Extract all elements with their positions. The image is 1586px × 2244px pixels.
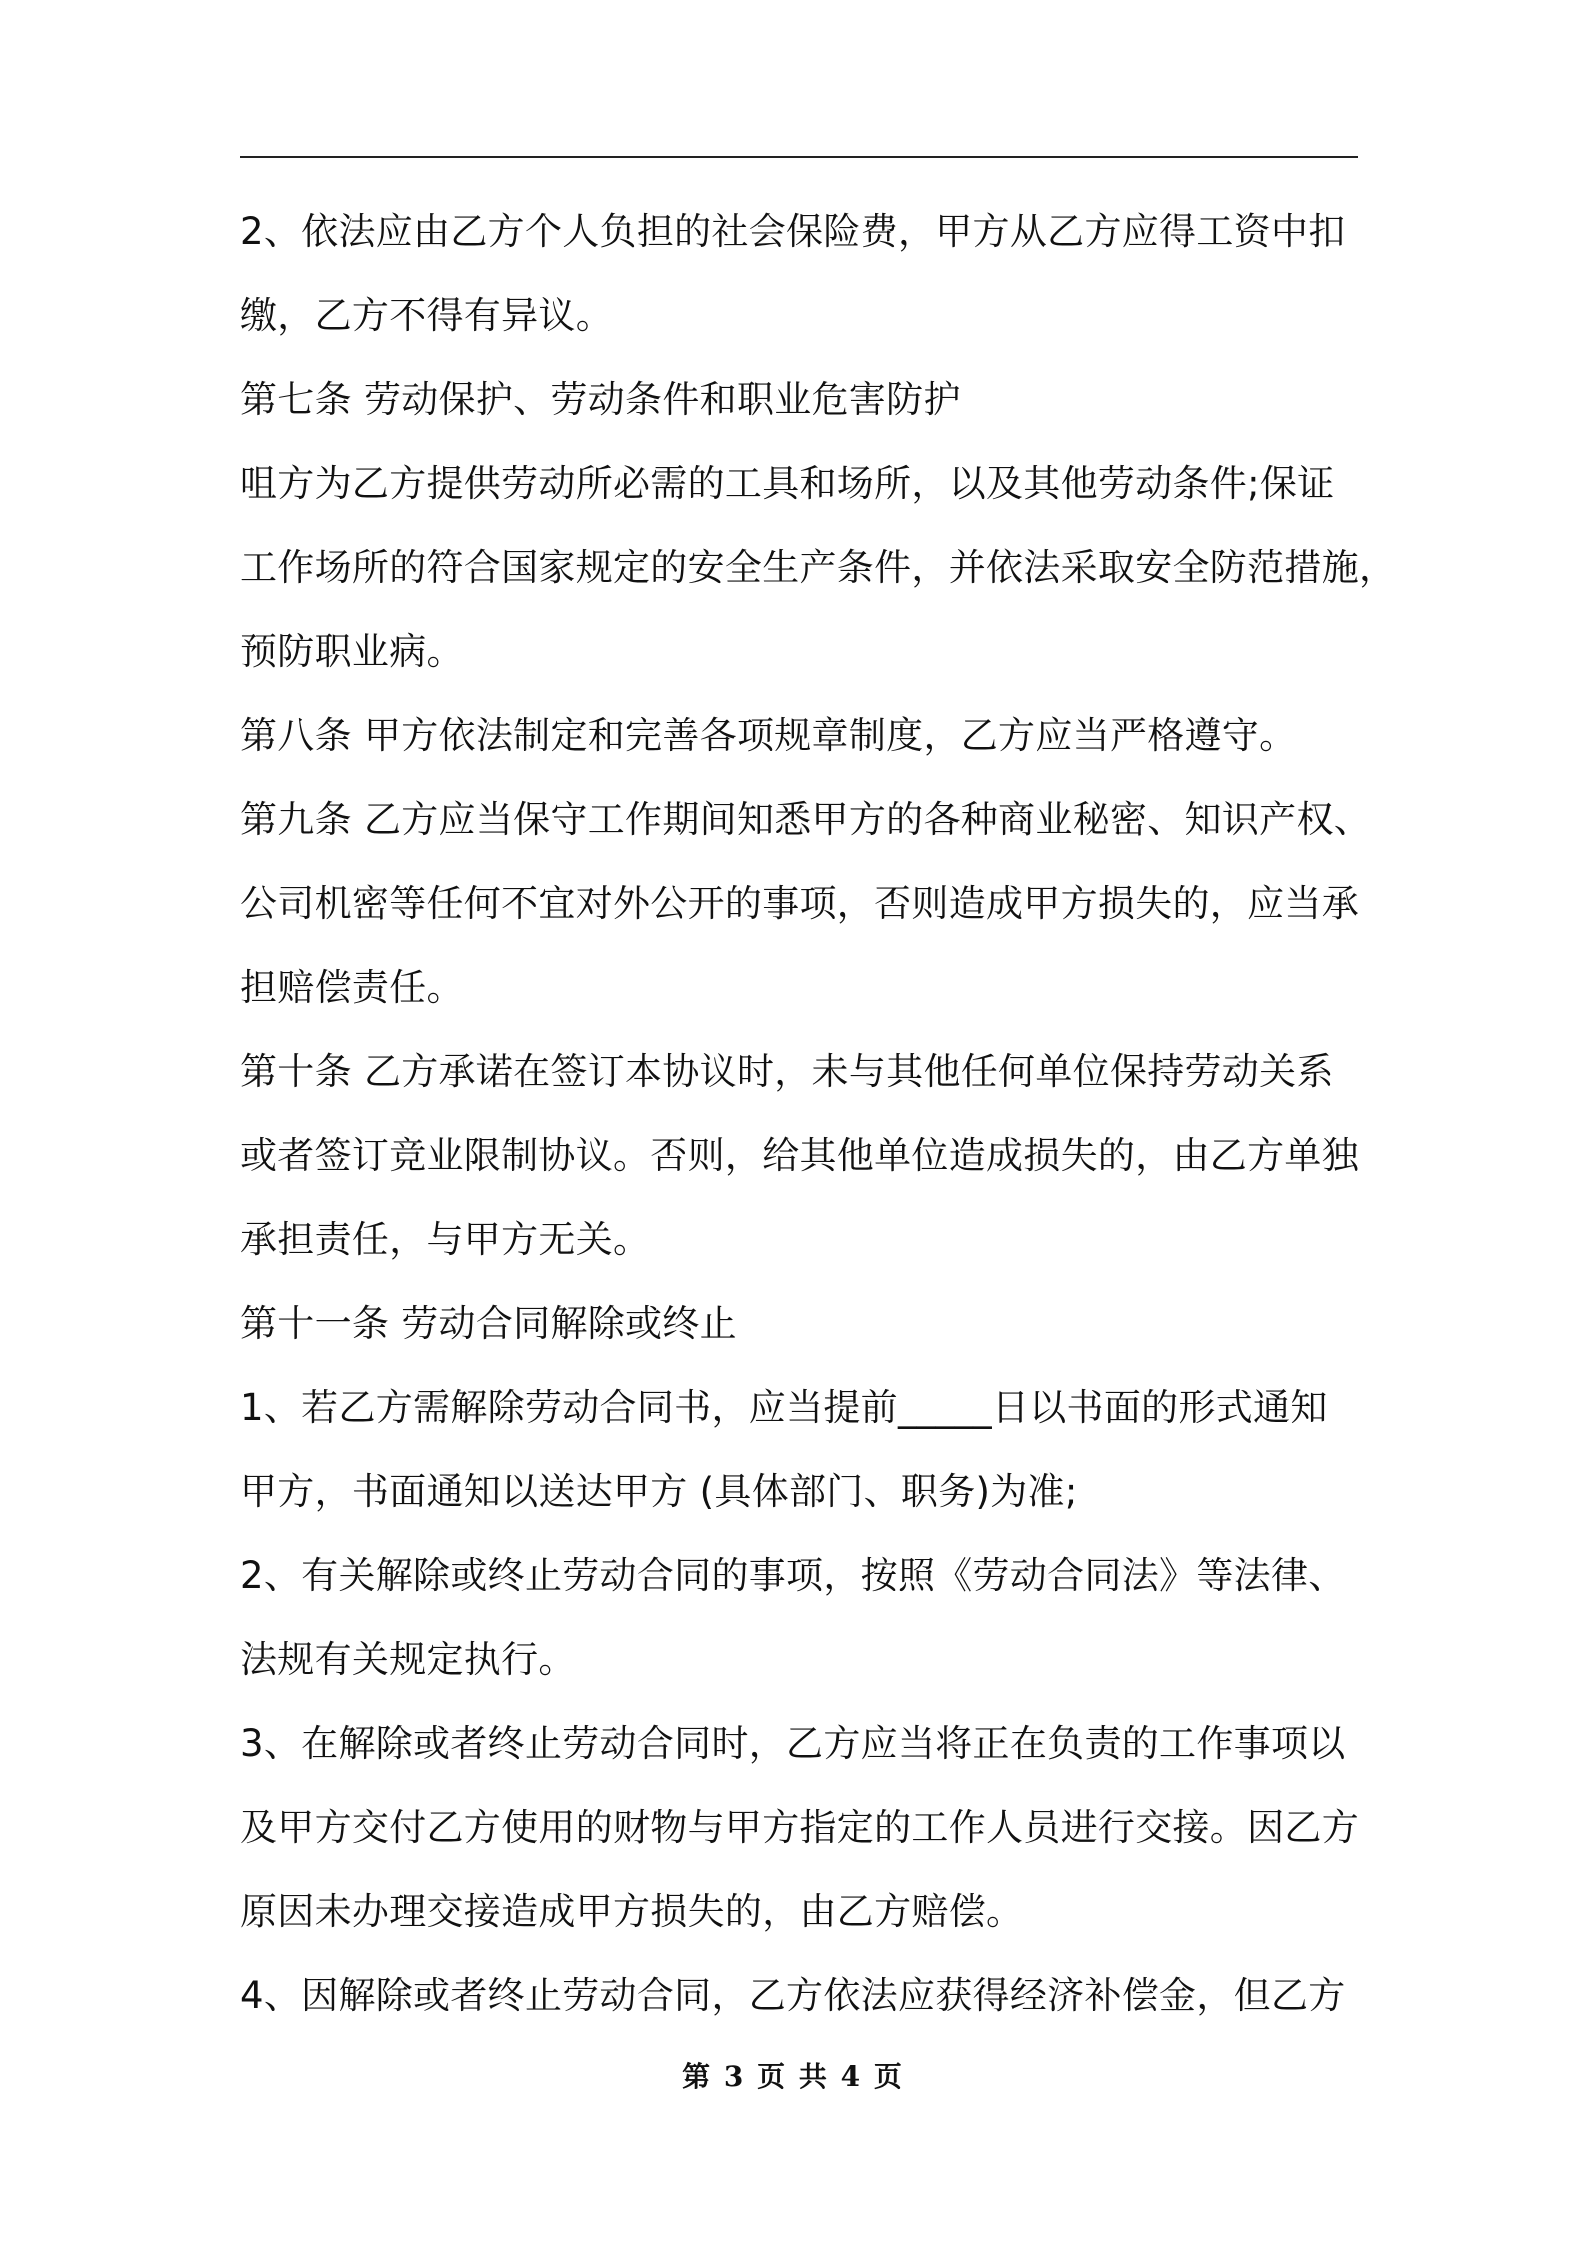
header-rule <box>240 156 1358 158</box>
text-line: 担赔偿责任。 <box>240 966 464 1009</box>
text-line: 原因未办理交接造成甲方损失的，由乙方赔偿。 <box>240 1890 1024 1933</box>
article-heading: 第九条 乙方应当保守工作期间知悉甲方的各种商业秘密、知识产权、 <box>240 798 1372 841</box>
text-line: 预防职业病。 <box>240 630 464 673</box>
page-number-footer: 第 3 页 共 4 页 <box>682 2060 904 2093</box>
text-line: 承担责任，与甲方无关。 <box>240 1218 651 1261</box>
text-line: 法规有关规定执行。 <box>240 1638 576 1681</box>
article-heading: 第十条 乙方承诺在签订本协议时，未与其他任何单位保持劳动关系 <box>240 1050 1334 1093</box>
text-line: 1、若乙方需解除劳动合同书，应当提前_____日以书面的形式通知 <box>240 1386 1328 1429</box>
document-body <box>240 190 1397 2038</box>
article-heading: 第十一条 劳动合同解除或终止 <box>240 1302 737 1345</box>
text-line: 咀方为乙方提供劳动所必需的工具和场所，以及其他劳动条件;保证 <box>240 462 1335 505</box>
text-line: 公司机密等任何不宜对外公开的事项，否则造成甲方损失的，应当承 <box>240 882 1359 925</box>
text-line: 缴，乙方不得有异议。 <box>240 294 613 337</box>
text-line: 甲方，书面通知以送达甲方 (具体部门、职务)为准; <box>240 1470 1078 1513</box>
article-heading: 第八条 甲方依法制定和完善各项规章制度，乙方应当严格遵守。 <box>240 714 1297 757</box>
text-line: 工作场所的符合国家规定的安全生产条件，并依法采取安全防范措施， <box>240 546 1397 589</box>
text-line: 或者签订竞业限制协议。否则，给其他单位造成损失的，由乙方单独 <box>240 1134 1359 1177</box>
article-heading: 第七条 劳动保护、劳动条件和职业危害防护 <box>240 378 961 421</box>
text-line: 3、在解除或者终止劳动合同时，乙方应当将正在负责的工作事项以 <box>240 1722 1346 1765</box>
text-line: 4、因解除或者终止劳动合同，乙方依法应获得经济补偿金，但乙方 <box>240 1974 1346 2017</box>
text-line: 及甲方交付乙方使用的财物与甲方指定的工作人员进行交接。因乙方 <box>240 1806 1359 1849</box>
text-line: 2、依法应由乙方个人负担的社会保险费，甲方从乙方应得工资中扣 <box>240 210 1346 253</box>
text-line: 2、有关解除或终止劳动合同的事项，按照《劳动合同法》等法律、 <box>240 1554 1346 1597</box>
